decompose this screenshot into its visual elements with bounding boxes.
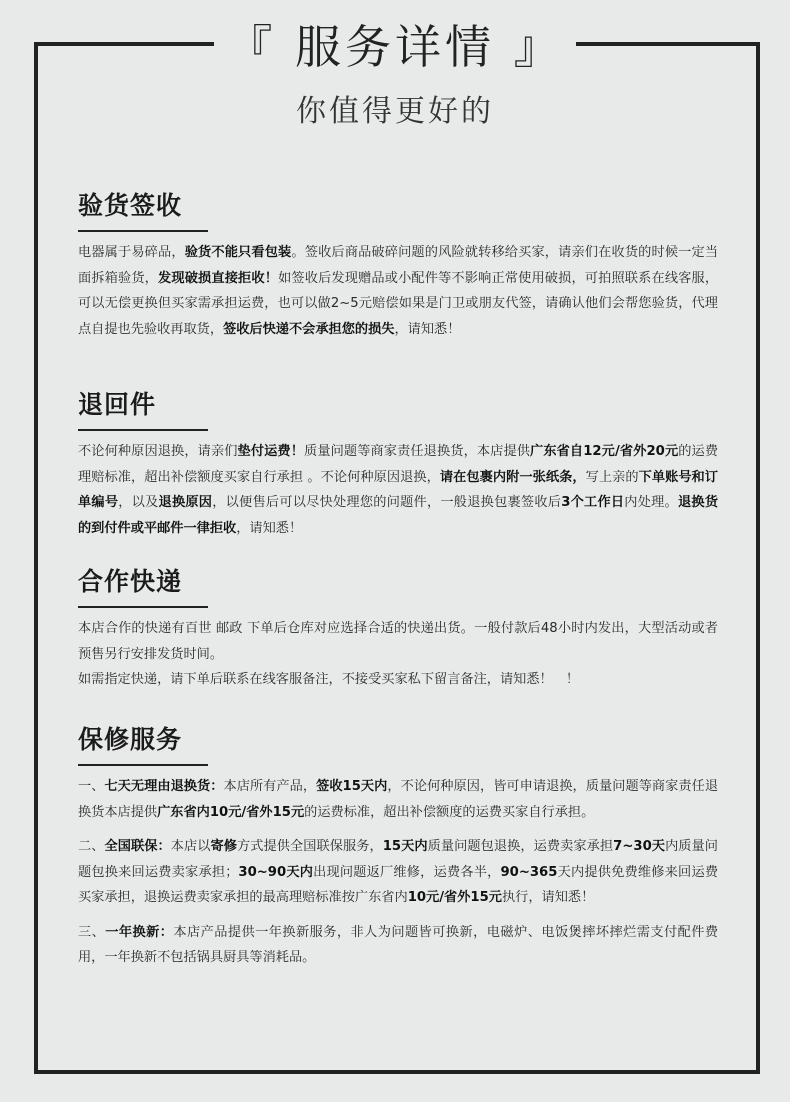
- section-returns: [78, 387, 718, 541]
- emphasis-text: 广东省内10元/省外15元: [157, 804, 305, 820]
- emphasis-text: 90~365: [500, 864, 558, 880]
- body-text: 执行，请知悉！: [501, 890, 595, 905]
- section-inspection: [78, 188, 718, 342]
- emphasis-text: 广东省自12元/省外20元: [530, 444, 679, 459]
- section-warranty: [78, 722, 718, 971]
- body-text: 方式提供全国联保服务，: [237, 839, 383, 854]
- emphasis-text: 下单账号和订单编号: [78, 469, 718, 510]
- section-divider: [78, 764, 208, 766]
- body-text: 如签收后发现赠品或小配件等不影响正常使用破损，可拍照联系在线客服，可以无偿更换但买家需承担运费，也可以做2~5元赔偿如果是门卫或朋友代签，请确认他们会帮您验货，代理点自提也先验收再取货，: [78, 270, 719, 337]
- warranty-item-7day: [78, 774, 718, 825]
- emphasis-text: 垫付运费！: [237, 444, 305, 459]
- emphasis-text: 30~90天内: [238, 864, 314, 880]
- emphasis-text: 退换原因: [158, 495, 213, 510]
- emphasis-text: 10元/省外15元: [407, 890, 502, 905]
- emphasis-text: 发现破损直接拒收！: [158, 270, 279, 286]
- emphasis-text: 七天无理由退换货：: [104, 779, 224, 794]
- emphasis-text: 15天内: [382, 839, 428, 854]
- section-divider: [78, 230, 208, 232]
- emphasis-text: 一年换新：: [105, 924, 174, 940]
- section-title: 保修服务: [78, 725, 183, 754]
- emphasis-text: 签收15天内: [316, 779, 388, 794]
- body-text: 电器属于易碎品，: [78, 245, 185, 260]
- warranty-item-national: [78, 834, 718, 911]
- body-text: 内处理。: [624, 495, 678, 510]
- section-divider: [78, 429, 208, 431]
- section-divider: [78, 606, 208, 608]
- body-text: 本店以: [170, 839, 211, 854]
- body-text: 内质量问题包换来回运费卖家承担；: [78, 839, 718, 880]
- title-banner: [214, 12, 576, 82]
- body-text: 不论何种原因退换，请亲们: [78, 444, 238, 459]
- body-text: ，请知悉！: [236, 520, 303, 536]
- body-text: 出现问题返厂维修，运费各半，: [313, 864, 501, 880]
- body-text: 。签收后商品破碎问题的风险就转移给买家，请亲们在收货的时候一定当面拆箱验货，: [78, 245, 719, 286]
- body-text: ，不论何种原因，皆可申请退换，质量问题等商家责任退换货本店提供: [78, 779, 719, 820]
- body-text: 二、: [78, 839, 105, 854]
- page-subtitle: 你值得更好的: [296, 94, 494, 129]
- section-paragraph: [78, 439, 718, 541]
- section-title: 验货签收: [78, 191, 183, 220]
- emphasis-text: 7~30天: [613, 839, 666, 854]
- section-paragraph: [78, 616, 718, 667]
- body-text: 天内提供免费维修来回运费买家承担，退换运费卖家承担的最高理赔标准按广东省内: [78, 864, 719, 905]
- body-text: ，请知悉！: [394, 321, 461, 337]
- section-paragraph: [78, 667, 718, 693]
- body-text: 一、: [78, 779, 105, 794]
- section-title: 退回件: [78, 390, 157, 419]
- body-text: ，以及: [118, 495, 159, 510]
- emphasis-text: 3个工作日: [561, 495, 625, 510]
- page-title: 『 服务详情 』: [226, 20, 564, 74]
- section-couriers: [78, 564, 718, 693]
- emphasis-text: 请在包裹内附一张纸条，: [439, 469, 586, 485]
- body-text: 三、: [78, 924, 106, 940]
- body-text: 本店合作的快递有百世 邮政 下单后仓库对应选择合适的快递出货。一般付款后48小时内发出，大型活动或者预售另行安排发货时间。: [78, 621, 718, 662]
- body-text: 写上亲的: [585, 469, 639, 485]
- body-text: 本店产品提供一年换新服务，非人为问题皆可换新，电磁炉、电饭煲摔坏摔烂需支付配件费用，一年换新不包括锅具厨具等消耗品。: [78, 924, 719, 965]
- body-text: ，以便售后可以尽快处理您的问题件，一般退换包裹签收后: [212, 495, 562, 510]
- emphasis-text: 退换货的到付件或平邮件一律拒收: [78, 495, 719, 536]
- section-paragraph: [78, 240, 718, 342]
- warranty-item-one-year: [78, 920, 718, 971]
- body-text: 如需指定快递，请下单后联系在线客服备注，不接受买家私下留言备注，请知悉！ ！: [78, 672, 580, 687]
- emphasis-text: 寄修: [210, 839, 237, 854]
- body-text: 质量问题等商家责任退换货，本店提供: [304, 444, 531, 459]
- body-text: 质量问题包退换，运费卖家承担: [427, 839, 614, 854]
- emphasis-text: 验货不能只看包装: [184, 245, 292, 260]
- body-text: 本店所有产品，: [223, 779, 317, 794]
- body-text: 的运费理赔标准，超出补偿额度买家自行承担 。不论何种原因退换，: [78, 444, 719, 485]
- emphasis-text: 全国联保：: [104, 839, 171, 854]
- body-text: 的运费标准，超出补偿额度的运费买家自行承担。: [304, 804, 595, 820]
- section-title: 合作快递: [78, 567, 183, 596]
- emphasis-text: 签收后快递不会承担您的损失: [223, 321, 395, 337]
